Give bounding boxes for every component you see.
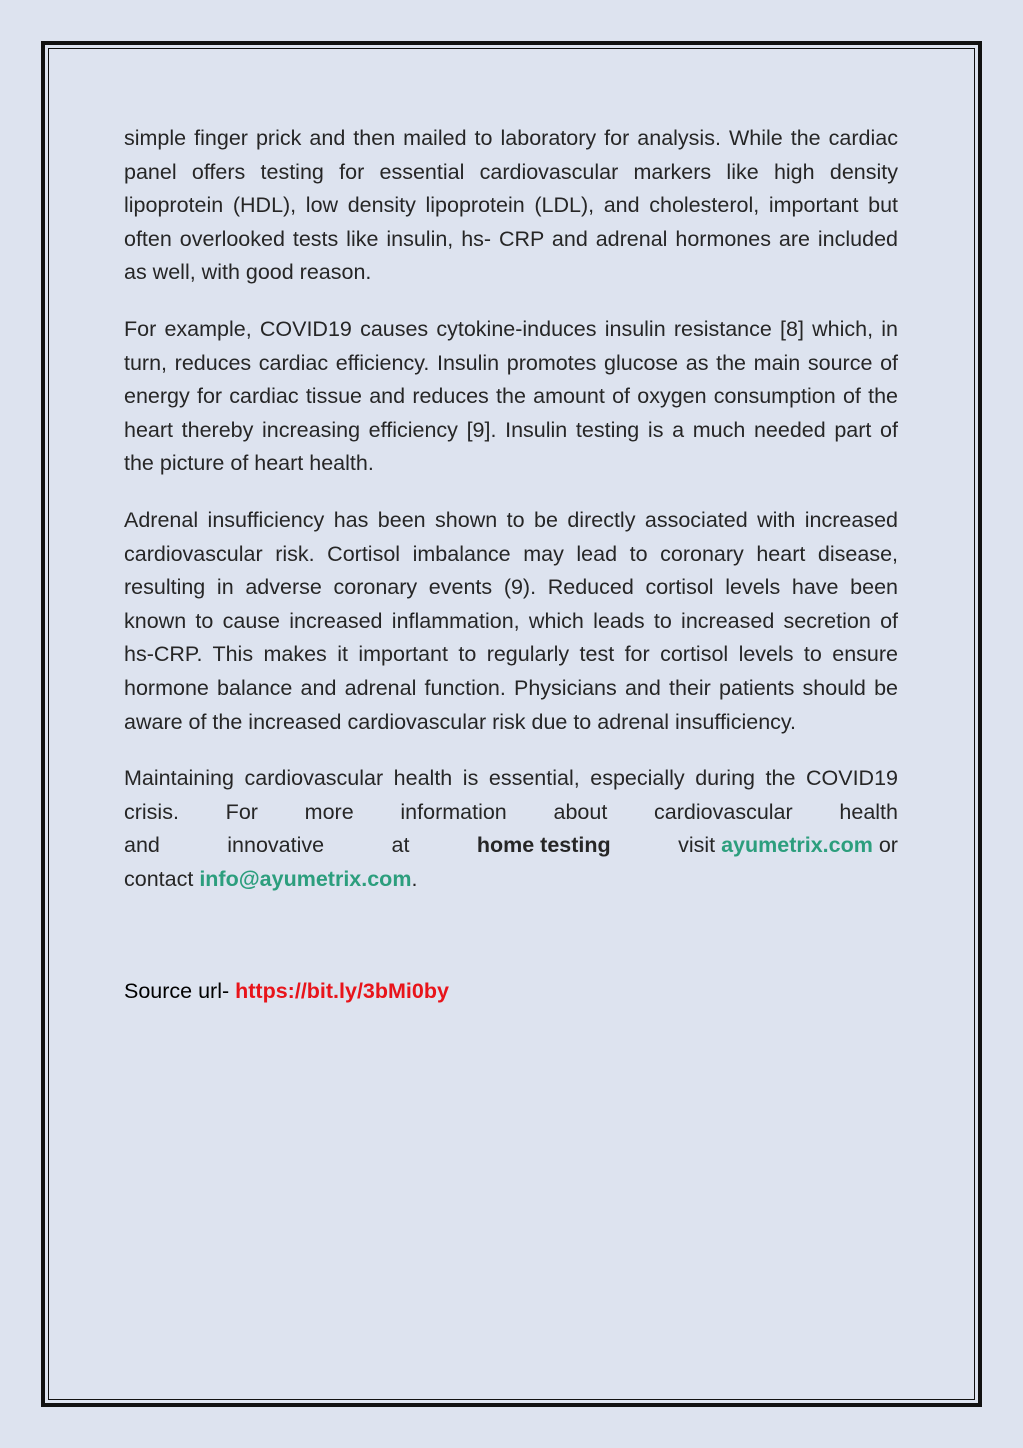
closing-word-contact: contact bbox=[124, 866, 194, 891]
closing-word-visit: visit bbox=[678, 833, 716, 858]
source-url-link[interactable]: https://bit.ly/3bMi0by bbox=[235, 979, 449, 1004]
closing-end-punct: . bbox=[411, 866, 418, 891]
document-body bbox=[124, 122, 898, 1009]
source-line bbox=[124, 975, 898, 1009]
contact-line bbox=[124, 863, 898, 897]
paragraph-adrenal: Adrenal insufficiency has been shown to be directly associated with increased cardiovascular risk. Cortisol imbalance may lead to coronary heart disease, resulting in adverse coronary events (9). Reduced cortisol levels have been known to cause increased inflammation, which leads to increased secretion of hs-CRP. This makes it important to regularly test for cortisol levels to ensure hormone balance and adrenal function. Physicians and their patients should be aware of the increased cardiovascular risk due to adrenal insufficiency. bbox=[124, 507, 898, 734]
closing-word-and: and bbox=[124, 833, 160, 858]
closing-link-group bbox=[678, 829, 898, 863]
email-link[interactable]: info@ayumetrix.com bbox=[199, 866, 412, 891]
paragraph-insulin: For example, COVID19 causes cytokine-induces insulin resistance [8] which, in turn, reduces cardiac efficiency. Insulin promotes glucose as the main source of energy for cardiac tissue and reduces the amount of oxygen consumption of the heart thereby increasing efficiency [9]. Insulin testing is a much needed part of the picture of heart health. bbox=[124, 316, 898, 476]
paragraph-cardiac-panel: simple finger prick and then mailed to laboratory for analysis. While the cardiac panel offers testing for essential cardiovascular markers like high density lipoprotein (HDL), low density lipoprotein (LDL), and cholesterol, important but often overlooked tests like insulin, hs- CRP and adrenal hormones are included as well, with good reason. bbox=[124, 126, 898, 285]
closing-line bbox=[124, 829, 898, 863]
source-label: Source url- bbox=[124, 979, 230, 1004]
closing-word-innovative: innovative bbox=[227, 833, 325, 858]
closing-text: Maintaining cardiovascular health is essential, especially during the COVID19 crisis. For more information about cardiovascular health bbox=[124, 766, 898, 824]
closing-word-or: or bbox=[878, 833, 898, 858]
home-testing-text: home testing bbox=[476, 833, 611, 858]
closing-word-at: at bbox=[391, 833, 410, 858]
paragraph-closing bbox=[124, 762, 898, 896]
site-link[interactable]: ayumetrix.com bbox=[721, 833, 873, 858]
